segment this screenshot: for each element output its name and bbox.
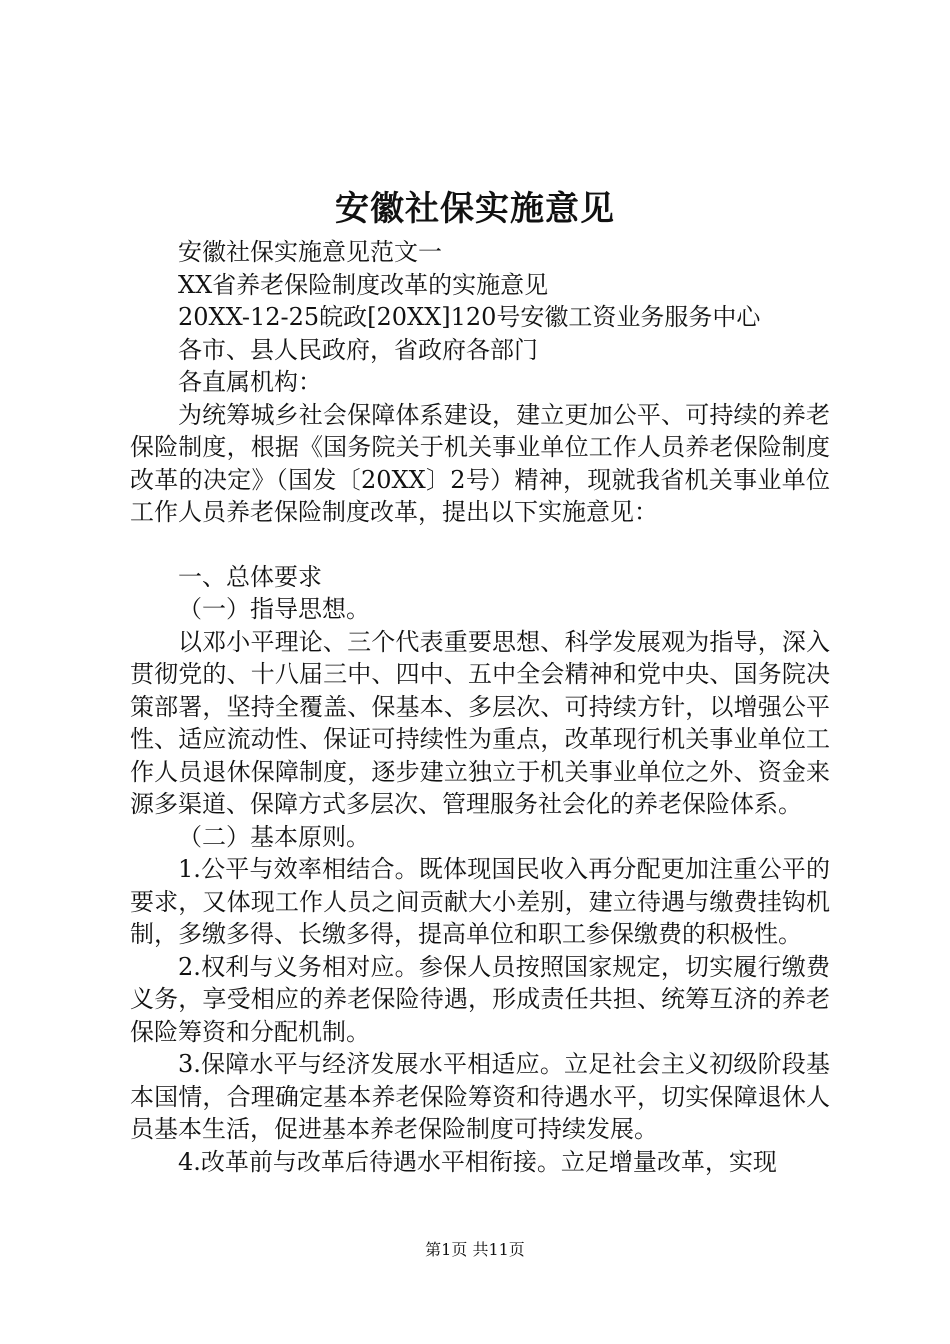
paragraph-preamble: 为统筹城乡社会保障体系建设，建立更加公平、可持续的养老保险制度，根据《国务院关于机关事业单位工作人员养老保险制度改革的决定》（国发〔20XX〕2号）精神，现就我省机关事业单位工作人员养老保险制度改革，提出以下实施意见： [130, 400, 830, 526]
section-heading-general: 一、总体要求 [178, 562, 322, 591]
page-title: 安徽社保实施意见 [335, 189, 615, 229]
paragraph-recipients: 各市、县人民政府，省政府各部门 [178, 335, 538, 364]
subsection-heading-principles: （二）基本原则。 [178, 822, 370, 851]
page-footer: 第1页 共11页 [425, 1240, 525, 1259]
paragraph-guiding-thought: 以邓小平理论、三个代表重要思想、科学发展观为指导，深入贯彻党的、十八届三中、四中、五中全会精神和党中央、国务院决策部署，坚持全覆盖、保基本、多层次、可持续方针，以增强公平性、适应流动性、保证可持续性为重点，改革现行机关事业单位工作人员退休保障制度，逐步建立独立于机关事业单位之外、资金来源多渠道、保障方式多层次、管理服务社会化的养老保险体系。 [130, 627, 830, 818]
document-body [130, 236, 830, 1178]
paragraph-principle-3: 3.保障水平与经济发展水平相适应。立足社会主义初级阶段基本国情，合理确定基本养老保险筹资和待遇水平，切实保障退休人员基本生活，促进基本养老保险制度可持续发展。 [130, 1050, 830, 1143]
paragraph-principle-2: 2.权利与义务相对应。参保人员按照国家规定，切实履行缴费义务，享受相应的养老保险待遇，形成责任共担、统筹互济的养老保险筹资和分配机制。 [130, 952, 830, 1046]
paragraph-doc-number: 20XX-12-25皖政[20XX]120号安徽工资业务服务中心 [178, 303, 761, 331]
paragraph-subtitle: 安徽社保实施意见范文一 [178, 238, 442, 266]
paragraph-recipients-2: 各直属机构： [178, 368, 322, 396]
paragraph-heading: XX省养老保险制度改革的实施意见 [178, 270, 549, 299]
subsection-heading-guiding: （一）指导思想。 [178, 595, 370, 623]
paragraph-principle-1: 1.公平与效率相结合。既体现国民收入再分配更加注重公平的要求，又体现工作人员之间贡献大小差别，建立待遇与缴费挂钩机制，多缴多得、长缴多得，提高单位和职工参保缴费的积极性。 [130, 855, 830, 948]
paragraph-principle-4: 4.改革前与改革后待遇水平相衔接。立足增量改革，实现 [178, 1147, 777, 1176]
